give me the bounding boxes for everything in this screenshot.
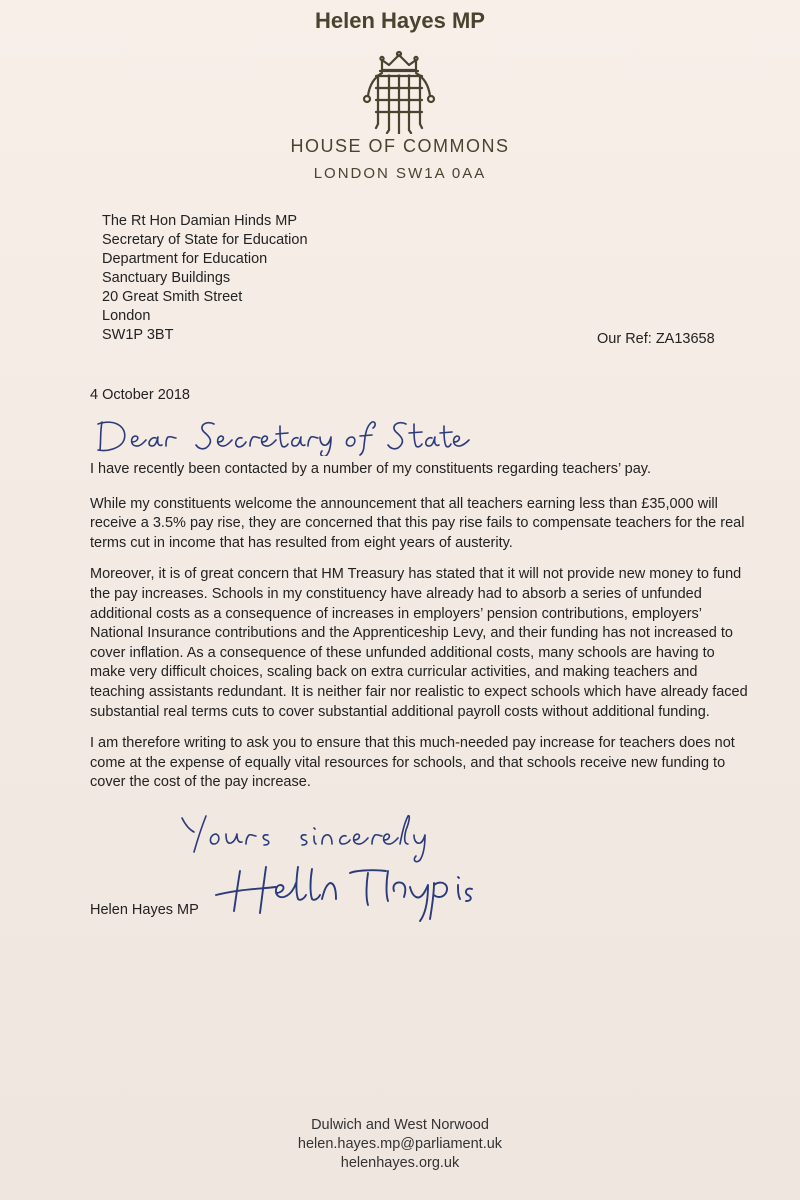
recipient-line: Sanctuary Buildings: [102, 270, 231, 286]
reference-number: Our Ref: ZA13658: [597, 331, 715, 347]
body-paragraph: I have recently been contacted by a number of my constituents regarding teachers’ pay.: [90, 461, 651, 477]
body-paragraph: I am therefore writing to ask you to ensure that this much-needed pay increase for teachers does not come at the expense of equally vital resources for schools, and that schools receive new funding to cover the cost of the pay increase.: [90, 735, 735, 791]
footer-website[interactable]: helenhayes.org.uk: [340, 1155, 460, 1171]
signoff-name: Helen Hayes MP: [90, 902, 199, 918]
recipient-line: SW1P 3BT: [102, 327, 174, 343]
letter-footer: [0, 1116, 800, 1173]
recipient-address: [102, 212, 308, 345]
recipient-line: London: [102, 308, 151, 324]
letter-body: [90, 460, 750, 805]
letterhead-house: HOUSE OF COMMONS: [290, 136, 510, 156]
footer-constituency: Dulwich and West Norwood: [311, 1117, 489, 1133]
body-paragraph: Moreover, it is of great concern that HM Treasury has stated that it will not provide new money to fund the pay increases. Schools in my constituency have already had to absorb a series of unfunded additional costs as a consequence of increases in employers’ pension contributions, employers’ National Insurance contributions and the Apprenticeship Levy, and their funding has not increased to cover inflation. As a consequence of these unfunded additional costs, many schools are having to make very difficult choices, scaling back on extra curricular activities, and making teachers and teaching assistants redundant. It is neither fair nor realistic to expect schools which have already faced substantial real terms cuts to cover substantial additional payroll costs without additional funding.: [90, 566, 748, 720]
footer-email[interactable]: helen.hayes.mp@parliament.uk: [297, 1136, 503, 1152]
body-paragraph: While my constituents welcome the announcement that all teachers earning less than £35,000 will receive a 3.5% pay rise, they are concerned that this pay rise fails to compensate teachers for the real terms cut in income that has resulted from eight years of austerity.: [90, 495, 745, 551]
letterhead-mp-name: Helen Hayes MP: [315, 8, 485, 33]
recipient-line: The Rt Hon Damian Hinds MP: [102, 213, 298, 229]
recipient-line: Secretary of State for Education: [102, 232, 308, 248]
portcullis-icon: [360, 50, 438, 134]
letterhead-address: LONDON SW1A 0AA: [313, 165, 487, 182]
letter-date: 4 October 2018: [90, 387, 190, 403]
handwritten-signature: [210, 855, 540, 925]
handwritten-salutation: [94, 412, 474, 456]
recipient-line: 20 Great Smith Street: [102, 289, 243, 305]
recipient-line: Department for Education: [102, 251, 268, 267]
